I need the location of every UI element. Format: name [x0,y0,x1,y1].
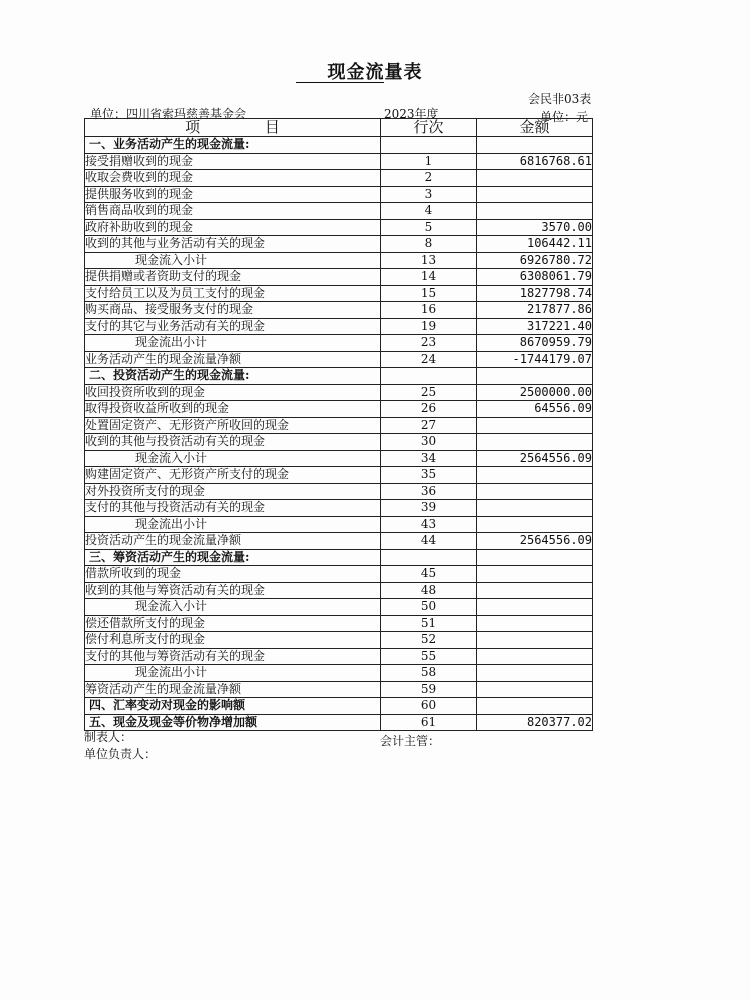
table-row [85,566,593,583]
currency-unit: 单位：元 [540,110,589,124]
row-number: 36 [381,483,477,500]
row-amount [477,483,593,500]
table-row [85,137,593,154]
row-item-label: 收回投资所收到的现金 [85,384,381,401]
row-item-label: 对外投资所支付的现金 [85,483,381,500]
row-number [381,368,477,385]
row-item-label: 购买商品、接受服务支付的现金 [85,302,381,319]
row-item-label: 现金流入小计 [85,450,381,467]
row-number: 14 [381,269,477,286]
table-row [85,698,593,715]
row-number: 30 [381,434,477,451]
table-row [85,203,593,220]
row-number: 19 [381,318,477,335]
row-item-label: 筹资活动产生的现金流量净额 [85,681,381,698]
row-amount [477,566,593,583]
row-item-label: 购建固定资产、无形资产所支付的现金 [85,467,381,484]
row-number: 13 [381,252,477,269]
table-row [85,368,593,385]
row-item-label: 二、投资活动产生的现金流量: [85,368,381,385]
row-number: 44 [381,533,477,550]
row-item-label: 三、筹资活动产生的现金流量: [85,549,381,566]
table-row [85,549,593,566]
row-number: 43 [381,516,477,533]
table-row [85,533,593,550]
row-amount: 217877.86 [477,302,593,319]
row-item-label: 四、汇率变动对现金的影响额 [85,698,381,715]
table-row [85,417,593,434]
row-amount [477,665,593,682]
row-number: 1 [381,153,477,170]
row-item-label: 支付的其他与筹资活动有关的现金 [85,648,381,665]
table-body [85,137,593,731]
row-number: 26 [381,401,477,418]
row-item-label: 五、现金及现金等价物净增加额 [85,714,381,731]
row-item-label: 收到的其他与筹资活动有关的现金 [85,582,381,599]
row-item-label: 收到的其他与投资活动有关的现金 [85,434,381,451]
row-amount [477,467,593,484]
row-number: 45 [381,566,477,583]
table-row [85,302,593,319]
row-amount [477,698,593,715]
row-number: 25 [381,384,477,401]
row-amount: -1744179.07 [477,351,593,368]
row-amount: 6926780.72 [477,252,593,269]
row-amount [477,368,593,385]
unit-head-label: 单位负责人： [84,747,157,761]
row-number: 2 [381,170,477,187]
row-number: 16 [381,302,477,319]
report-year: 2023年度 [384,107,439,121]
table-row [85,665,593,682]
table-row [85,236,593,253]
row-item-label: 现金流出小计 [85,665,381,682]
table-row [85,483,593,500]
row-amount [477,615,593,632]
row-amount: 6816768.61 [477,153,593,170]
row-number: 34 [381,450,477,467]
row-number: 3 [381,186,477,203]
row-number: 55 [381,648,477,665]
row-number: 39 [381,500,477,517]
row-amount: 3570.00 [477,219,593,236]
table-row [85,252,593,269]
table-header-row [85,119,593,137]
row-amount: 106442.11 [477,236,593,253]
row-item-label: 政府补助收到的现金 [85,219,381,236]
row-amount: 1827798.74 [477,285,593,302]
row-amount [477,516,593,533]
row-amount [477,549,593,566]
column-header-row-number: 行次 [381,119,477,137]
row-amount: 820377.02 [477,714,593,731]
row-amount [477,681,593,698]
table-row [85,500,593,517]
row-item-label: 提供捐赠或者资助支付的现金 [85,269,381,286]
table-row [85,714,593,731]
cash-flow-table [84,118,593,731]
row-item-label: 处置固定资产、无形资产所收回的现金 [85,417,381,434]
row-number: 4 [381,203,477,220]
row-number: 48 [381,582,477,599]
row-item-label: 支付给员工以及为员工支付的现金 [85,285,381,302]
row-item-label: 投资活动产生的现金流量净额 [85,533,381,550]
row-amount [477,417,593,434]
form-code: 会民非03表 [528,92,592,106]
preparer-label: 制表人： [84,730,133,744]
row-number: 5 [381,219,477,236]
table-row [85,467,593,484]
row-item-label: 支付的其它与业务活动有关的现金 [85,318,381,335]
row-amount: 6308061.79 [477,269,593,286]
row-number: 51 [381,615,477,632]
table-row [85,582,593,599]
row-amount [477,632,593,649]
page-title: 现金流量表 [327,62,423,83]
row-number: 61 [381,714,477,731]
row-number: 23 [381,335,477,352]
table-row [85,269,593,286]
row-item-label: 支付的其他与投资活动有关的现金 [85,500,381,517]
table-row [85,170,593,187]
table-row [85,285,593,302]
row-item-label: 销售商品收到的现金 [85,203,381,220]
column-header-amount: 金额 [477,119,593,137]
row-item-label: 接受捐赠收到的现金 [85,153,381,170]
row-amount [477,203,593,220]
title-underline [296,82,384,83]
row-amount: 2500000.00 [477,384,593,401]
row-amount [477,434,593,451]
row-number: 15 [381,285,477,302]
table-row [85,632,593,649]
row-amount [477,599,593,616]
row-item-label: 偿付利息所支付的现金 [85,632,381,649]
table-row [85,318,593,335]
row-amount: 8670959.79 [477,335,593,352]
accounting-supervisor-label: 会计主管： [380,734,441,748]
row-number: 35 [381,467,477,484]
row-number: 59 [381,681,477,698]
table-row [85,384,593,401]
table-row [85,335,593,352]
column-header-item: 项 目 [85,119,381,137]
row-item-label: 偿还借款所支付的现金 [85,615,381,632]
row-amount: 2564556.09 [477,533,593,550]
table-row [85,219,593,236]
table-row [85,615,593,632]
row-number: 58 [381,665,477,682]
row-item-label: 收到的其他与业务活动有关的现金 [85,236,381,253]
row-item-label: 现金流出小计 [85,516,381,533]
row-item-label: 取得投资收益所收到的现金 [85,401,381,418]
table-row [85,450,593,467]
row-number [381,137,477,154]
row-amount [477,137,593,154]
row-amount [477,186,593,203]
table-row [85,434,593,451]
table-row [85,681,593,698]
table-row [85,153,593,170]
row-number [381,549,477,566]
row-amount [477,500,593,517]
row-number: 8 [381,236,477,253]
row-number: 24 [381,351,477,368]
row-amount [477,582,593,599]
table-row [85,648,593,665]
row-number: 27 [381,417,477,434]
row-amount: 64556.09 [477,401,593,418]
row-item-label: 借款所收到的现金 [85,566,381,583]
row-item-label: 现金流入小计 [85,252,381,269]
row-item-label: 现金流出小计 [85,335,381,352]
organization-name: 单位：四川省索玛慈善基金会 [90,107,247,121]
row-amount: 2564556.09 [477,450,593,467]
row-amount: 317221.40 [477,318,593,335]
row-item-label: 收取会费收到的现金 [85,170,381,187]
row-number: 52 [381,632,477,649]
row-amount [477,170,593,187]
row-item-label: 一、业务活动产生的现金流量: [85,137,381,154]
row-item-label: 提供服务收到的现金 [85,186,381,203]
row-number: 50 [381,599,477,616]
row-amount [477,648,593,665]
table-row [85,351,593,368]
row-item-label: 现金流入小计 [85,599,381,616]
table-row [85,401,593,418]
table-row [85,516,593,533]
table-row [85,186,593,203]
row-number: 60 [381,698,477,715]
row-item-label: 业务活动产生的现金流量净额 [85,351,381,368]
table-row [85,599,593,616]
